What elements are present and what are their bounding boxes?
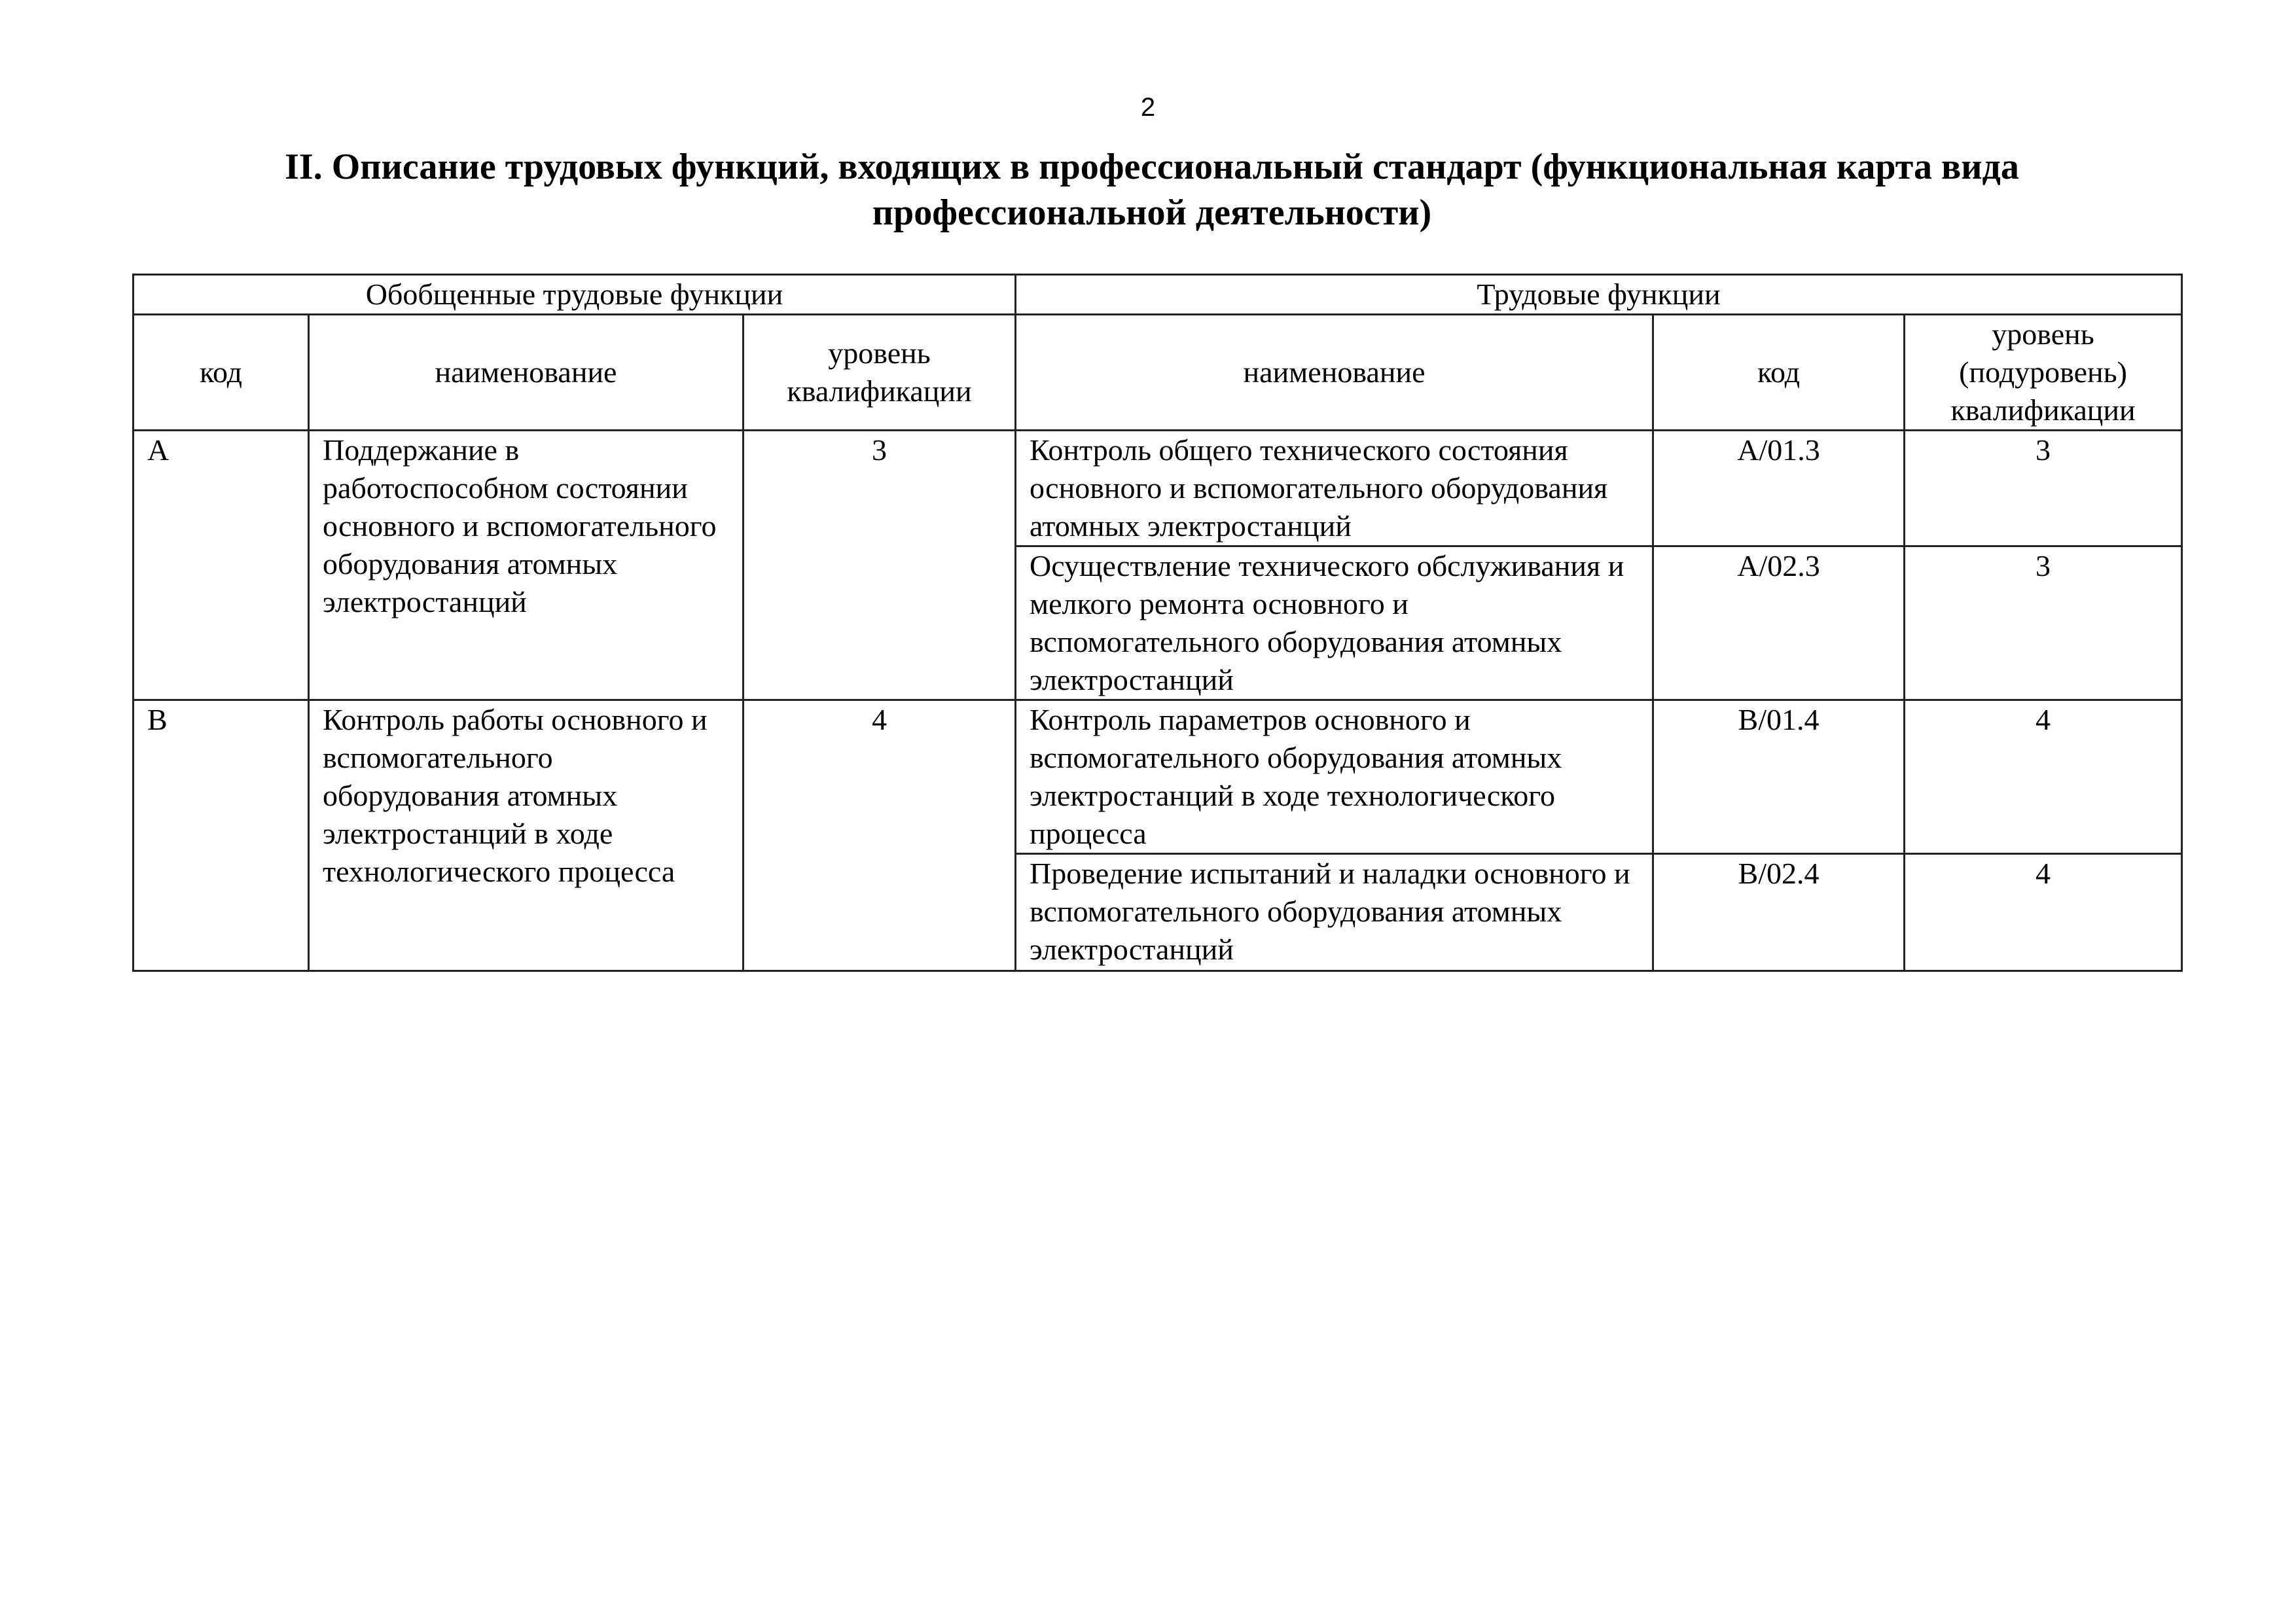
tf-level-cell: 3 — [1905, 546, 2182, 700]
tf-level-cell: 3 — [1905, 431, 2182, 546]
labor-functions-header: Трудовые функции — [1016, 275, 2182, 315]
tf-level-header: уровень (подуровень) квалификации — [1905, 315, 2182, 431]
tf-level-cell: 4 — [1905, 854, 2182, 971]
gen-code-cell: B — [134, 700, 309, 971]
gen-level-header: уровень квалификации — [744, 315, 1016, 431]
tf-name-cell: Контроль параметров основного и вспомогательного оборудования атомных электростанций в ходе технологического процесса — [1016, 700, 1653, 854]
page-number: 2 — [1140, 93, 1156, 122]
gen-code-cell: A — [134, 431, 309, 700]
gen-name-cell: Поддержание в работоспособном состоянии основного и вспомогательного оборудования атомных электростанций — [309, 431, 744, 700]
gen-level-cell: 4 — [744, 700, 1016, 971]
tf-code-cell: B/02.4 — [1653, 854, 1905, 971]
tf-code-cell: A/01.3 — [1653, 431, 1905, 546]
tf-name-header: наименование — [1016, 315, 1653, 431]
table-row — [134, 700, 2182, 854]
tf-name-cell: Проведение испытаний и наладки основного и вспомогательного оборудования атомных электростанций — [1016, 854, 1653, 971]
gen-code-header: код — [134, 315, 309, 431]
column-header-row — [134, 315, 2182, 431]
gen-name-header: наименование — [309, 315, 744, 431]
section-title: II. Описание трудовых функций, входящих в профессиональный стандарт (функциональная карта вида профессиональной деятельности) — [285, 147, 2019, 233]
group-header-row — [134, 275, 2182, 315]
tf-code-header: код — [1653, 315, 1905, 431]
tf-level-cell: 4 — [1905, 700, 2182, 854]
tf-code-cell: A/02.3 — [1653, 546, 1905, 700]
functional-map-table — [132, 274, 2183, 972]
gen-level-cell: 3 — [744, 431, 1016, 700]
tf-code-cell: B/01.4 — [1653, 700, 1905, 854]
gen-name-cell: Контроль работы основного и вспомогательного оборудования атомных электростанций в ходе технологического процесса — [309, 700, 744, 971]
tf-name-cell: Осуществление технического обслуживания и мелкого ремонта основного и вспомогательного оборудования атомных электростанций — [1016, 546, 1653, 700]
tf-name-cell: Контроль общего технического состояния основного и вспомогательного оборудования атомных электростанций — [1016, 431, 1653, 546]
generalized-functions-header: Обобщенные трудовые функции — [134, 275, 1016, 315]
table-row — [134, 431, 2182, 546]
